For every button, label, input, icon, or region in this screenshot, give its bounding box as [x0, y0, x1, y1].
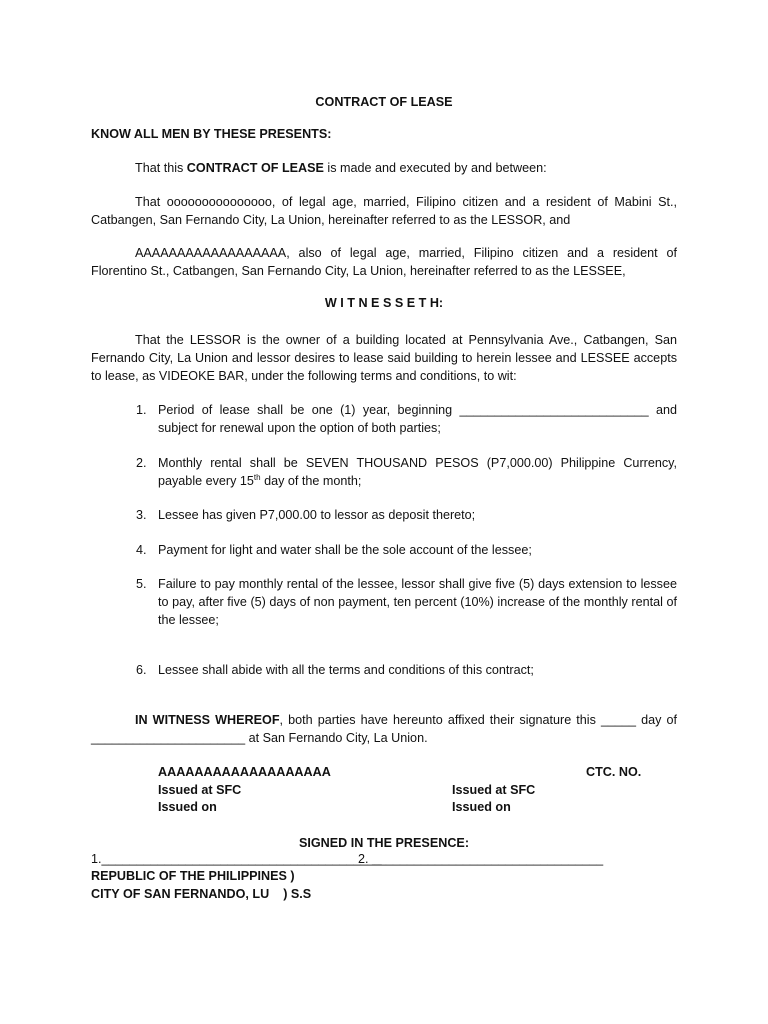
witness-text: , both parties have hereunto affixed their signature this _____ day of ______________________ at San Fernando City, La Union.: [91, 713, 677, 745]
term-item-4: [136, 541, 677, 559]
intro-line: [135, 161, 547, 175]
term-number: 6.: [136, 663, 147, 677]
term-item-5: [136, 575, 677, 629]
term-text: Lessee has given P7,000.00 to lessor as deposit thereto;: [158, 508, 476, 522]
lessee-signatory-block: [158, 764, 331, 817]
ss-label: ) S.S: [283, 887, 312, 901]
issued-on-label: Issued on: [158, 800, 217, 814]
lessee-paragraph: [91, 244, 677, 280]
witness-paragraph: [91, 711, 677, 747]
term-text: Period of lease shall be one (1) year, beginning ___________________________ and subject for renewal upon the option of both parties;: [158, 403, 677, 435]
lessor-text: That ooooooooooooooo, of legal age, married, Filipino citizen and a resident of Mabini St., Catbangen, San Fernando City, La Union, hereinafter referred to as the LESSOR, and: [91, 195, 677, 227]
term-item-6: [136, 661, 677, 679]
signatory-name: AAAAAAAAAAAAAAAAAAA: [158, 765, 331, 779]
term-number: 4.: [136, 543, 147, 557]
ctc-block: [452, 764, 641, 817]
witness-whereof: IN WITNESS WHEREOF: [135, 713, 280, 727]
term-item-3: [136, 506, 677, 524]
term-number: 2.: [136, 456, 147, 470]
term-item-1: [136, 401, 677, 437]
document-title: CONTRACT OF LEASE: [315, 95, 453, 109]
ctc-label: CTC. NO.: [586, 765, 642, 779]
opening-line: KNOW ALL MEN BY THESE PRESENTS:: [91, 127, 332, 141]
body-paragraph: [91, 331, 677, 385]
issued-at-label: Issued at SFC: [158, 782, 242, 797]
signed-presence-heading: SIGNED IN THE PRESENCE:: [298, 836, 470, 850]
body-text: That the LESSOR is the owner of a building located at Pennsylvania Ave., Catbangen, San Fernando City, La Union and lessor desires to lease said building to herein lessee and LESSEE accepts to lease, as VIDEOKE BAR, under the following terms and conditions, to wit:: [91, 333, 677, 383]
term-item-2: [136, 454, 677, 490]
intro-contract-name: CONTRACT OF LEASE: [186, 161, 324, 175]
witness-signature-line-2: 2. _________________________________: [358, 852, 604, 866]
witness-signature-line-1: 1.________________________________________: [91, 852, 382, 866]
city-line: [91, 887, 311, 901]
intro-text-post: is made and executed by and between:: [323, 161, 547, 175]
witnesseth-heading: W I T N E S S E T H:: [324, 296, 444, 310]
term-number: 3.: [136, 508, 147, 522]
issued-at-label: Issued at SFC: [452, 782, 536, 797]
republic-line: REPUBLIC OF THE PHILIPPINES ): [91, 869, 295, 883]
term-number: 1.: [136, 403, 147, 417]
issued-on-label: Issued on: [452, 800, 511, 814]
city-label: CITY OF SAN FERNANDO, LU: [91, 887, 270, 901]
intro-text-pre: That this: [135, 161, 187, 175]
term-number: 5.: [136, 577, 147, 591]
lessee-text: AAAAAAAAAAAAAAAAAA, also of legal age, married, Filipino citizen and a resident of Florentino St., Catbangen, San Fernando City, La Union, hereinafter referred to as the LESSEE,: [91, 246, 677, 278]
term-text: Monthly rental shall be SEVEN THOUSAND PESOS (P7,000.00) Philippine Currency, payable every 15th day of the month;: [158, 456, 677, 488]
term-text: Lessee shall abide with all the terms and conditions of this contract;: [158, 663, 534, 677]
term-text: Payment for light and water shall be the sole account of the lessee;: [158, 543, 532, 557]
term-text: Failure to pay monthly rental of the lessee, lessor shall give five (5) days extension to lessee to pay, after five (5) days of non payment, ten percent (10%) increase of the monthly rental of the lessee;: [158, 577, 677, 627]
lessor-paragraph: [91, 193, 677, 229]
